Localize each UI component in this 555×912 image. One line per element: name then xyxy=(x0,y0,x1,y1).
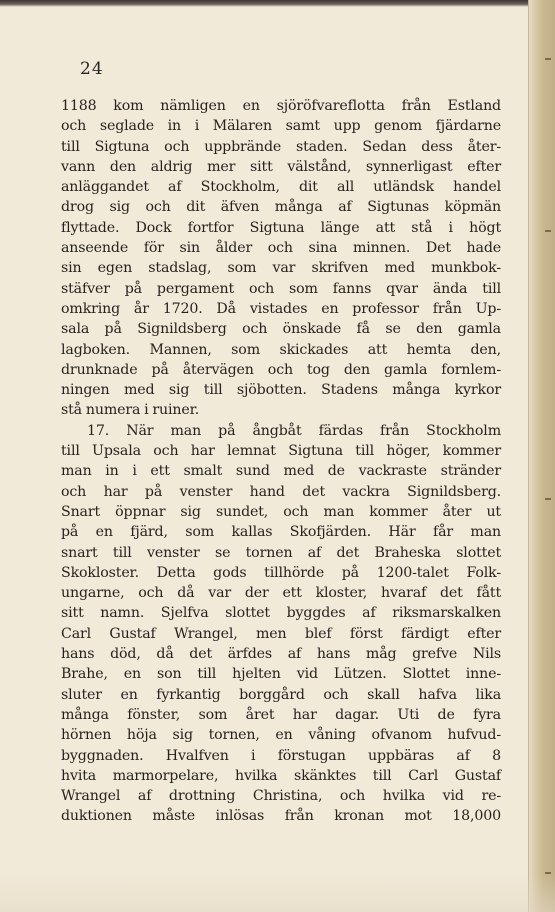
text-line: sluter en fyrkantig borggård och skall hafva lika xyxy=(61,686,501,703)
text-line: byggnaden. Hvalfven i förstugan uppbäras af 8 xyxy=(61,747,501,764)
text-line: till Sigtuna och uppbrände staden. Sedan dess åter- xyxy=(61,138,501,155)
text-line: vann den aldrig mer sitt välstånd, synnerligast efter xyxy=(61,158,501,175)
text-line: hörnen höja sig tornen, en våning ofvanom hufvud- xyxy=(61,727,501,744)
spine-mark xyxy=(545,230,551,232)
text-line: Wrangel af drottning Christina, och hvilka vid re- xyxy=(61,788,501,805)
text-line: anläggandet af Stockholm, dit all utländsk handel xyxy=(61,179,501,196)
text-line: man in i ett smalt sund med de vackraste stränder xyxy=(61,463,501,480)
text-line: hans död, då det ärfdes af hans måg grefve Nils xyxy=(61,646,501,663)
text-line: hvita marmorpelare, hvilka skänktes till Carl Gustaf xyxy=(61,767,501,784)
text-line: snart till venster se tornen af det Braheska slottet xyxy=(61,544,501,561)
text-line: flyttade. Dock fortfor Sigtuna länge att stå i högt xyxy=(61,219,501,236)
book-spine-edge xyxy=(528,0,555,912)
text-line: drog sig och dit äfven många af Sigtunas köpmän xyxy=(61,199,501,216)
page-top-edge xyxy=(0,0,555,7)
text-line: Snart öppnar sig sundet, och man kommer åter ut xyxy=(61,503,501,520)
text-line: Brahe, en son till hjelten vid Lützen. Slottet inne- xyxy=(61,666,501,683)
text-line: många fönster, som året har dagar. Uti de fyra xyxy=(61,706,501,723)
text-line: på en fjärd, som kallas Skofjärden. Här får man xyxy=(61,524,501,541)
body-text xyxy=(61,96,501,827)
text-line: ungarne, och då var der ett kloster, hvaraf det fått xyxy=(61,585,501,602)
text-line: omkring år 1720. Då vistades en professor från Up- xyxy=(61,300,501,317)
text-line: drunknade på återvägen och tog den gamla fornlem- xyxy=(61,361,501,378)
text-line: och seglade in i Mälaren samt upp genom fjärdarne xyxy=(61,118,501,135)
text-line: till Upsala och har lemnat Sigtuna till höger, kommer xyxy=(61,443,501,460)
text-line: stäfver på pergament och som fanns qvar ända till xyxy=(61,280,501,297)
page-bottom-shade xyxy=(0,872,555,912)
text-line: stå numera i ruiner. xyxy=(61,402,200,419)
text-line: 1188 kom nämligen en sjöröfvareflotta från Estland xyxy=(61,98,501,114)
text-line: duktionen måste inlösas från kronan mot 18,000 xyxy=(61,808,501,825)
text-line: och har på venster hand det vackra Signildsberg. xyxy=(61,483,501,500)
text-line: Skokloster. Detta gods tillhörde på 1200-talet Folk- xyxy=(61,564,501,581)
text-line: ningen med sig till sjöbotten. Stadens många kyrkor xyxy=(61,382,501,399)
text-line: sitt namn. Sjelfva slottet byggdes af riksmarskalken xyxy=(61,605,501,622)
text-line: anseende för sin ålder och sina minnen. Det hade xyxy=(61,240,501,257)
text-line: lagboken. Mannen, som skickades att hemta den, xyxy=(61,341,501,358)
page-number: 24 xyxy=(80,59,104,79)
text-line: sin egen stadslag, som var skrifven med munkbok- xyxy=(61,260,501,277)
text-line: sala på Signildsberg och önskade få se den gamla xyxy=(61,321,501,338)
spine-mark xyxy=(545,498,551,500)
section-start-line: 17. När man på ångbåt färdas från Stockholm xyxy=(87,422,501,439)
spine-mark xyxy=(545,58,551,60)
text-line: Carl Gustaf Wrangel, men blef först färdigt efter xyxy=(61,625,501,642)
